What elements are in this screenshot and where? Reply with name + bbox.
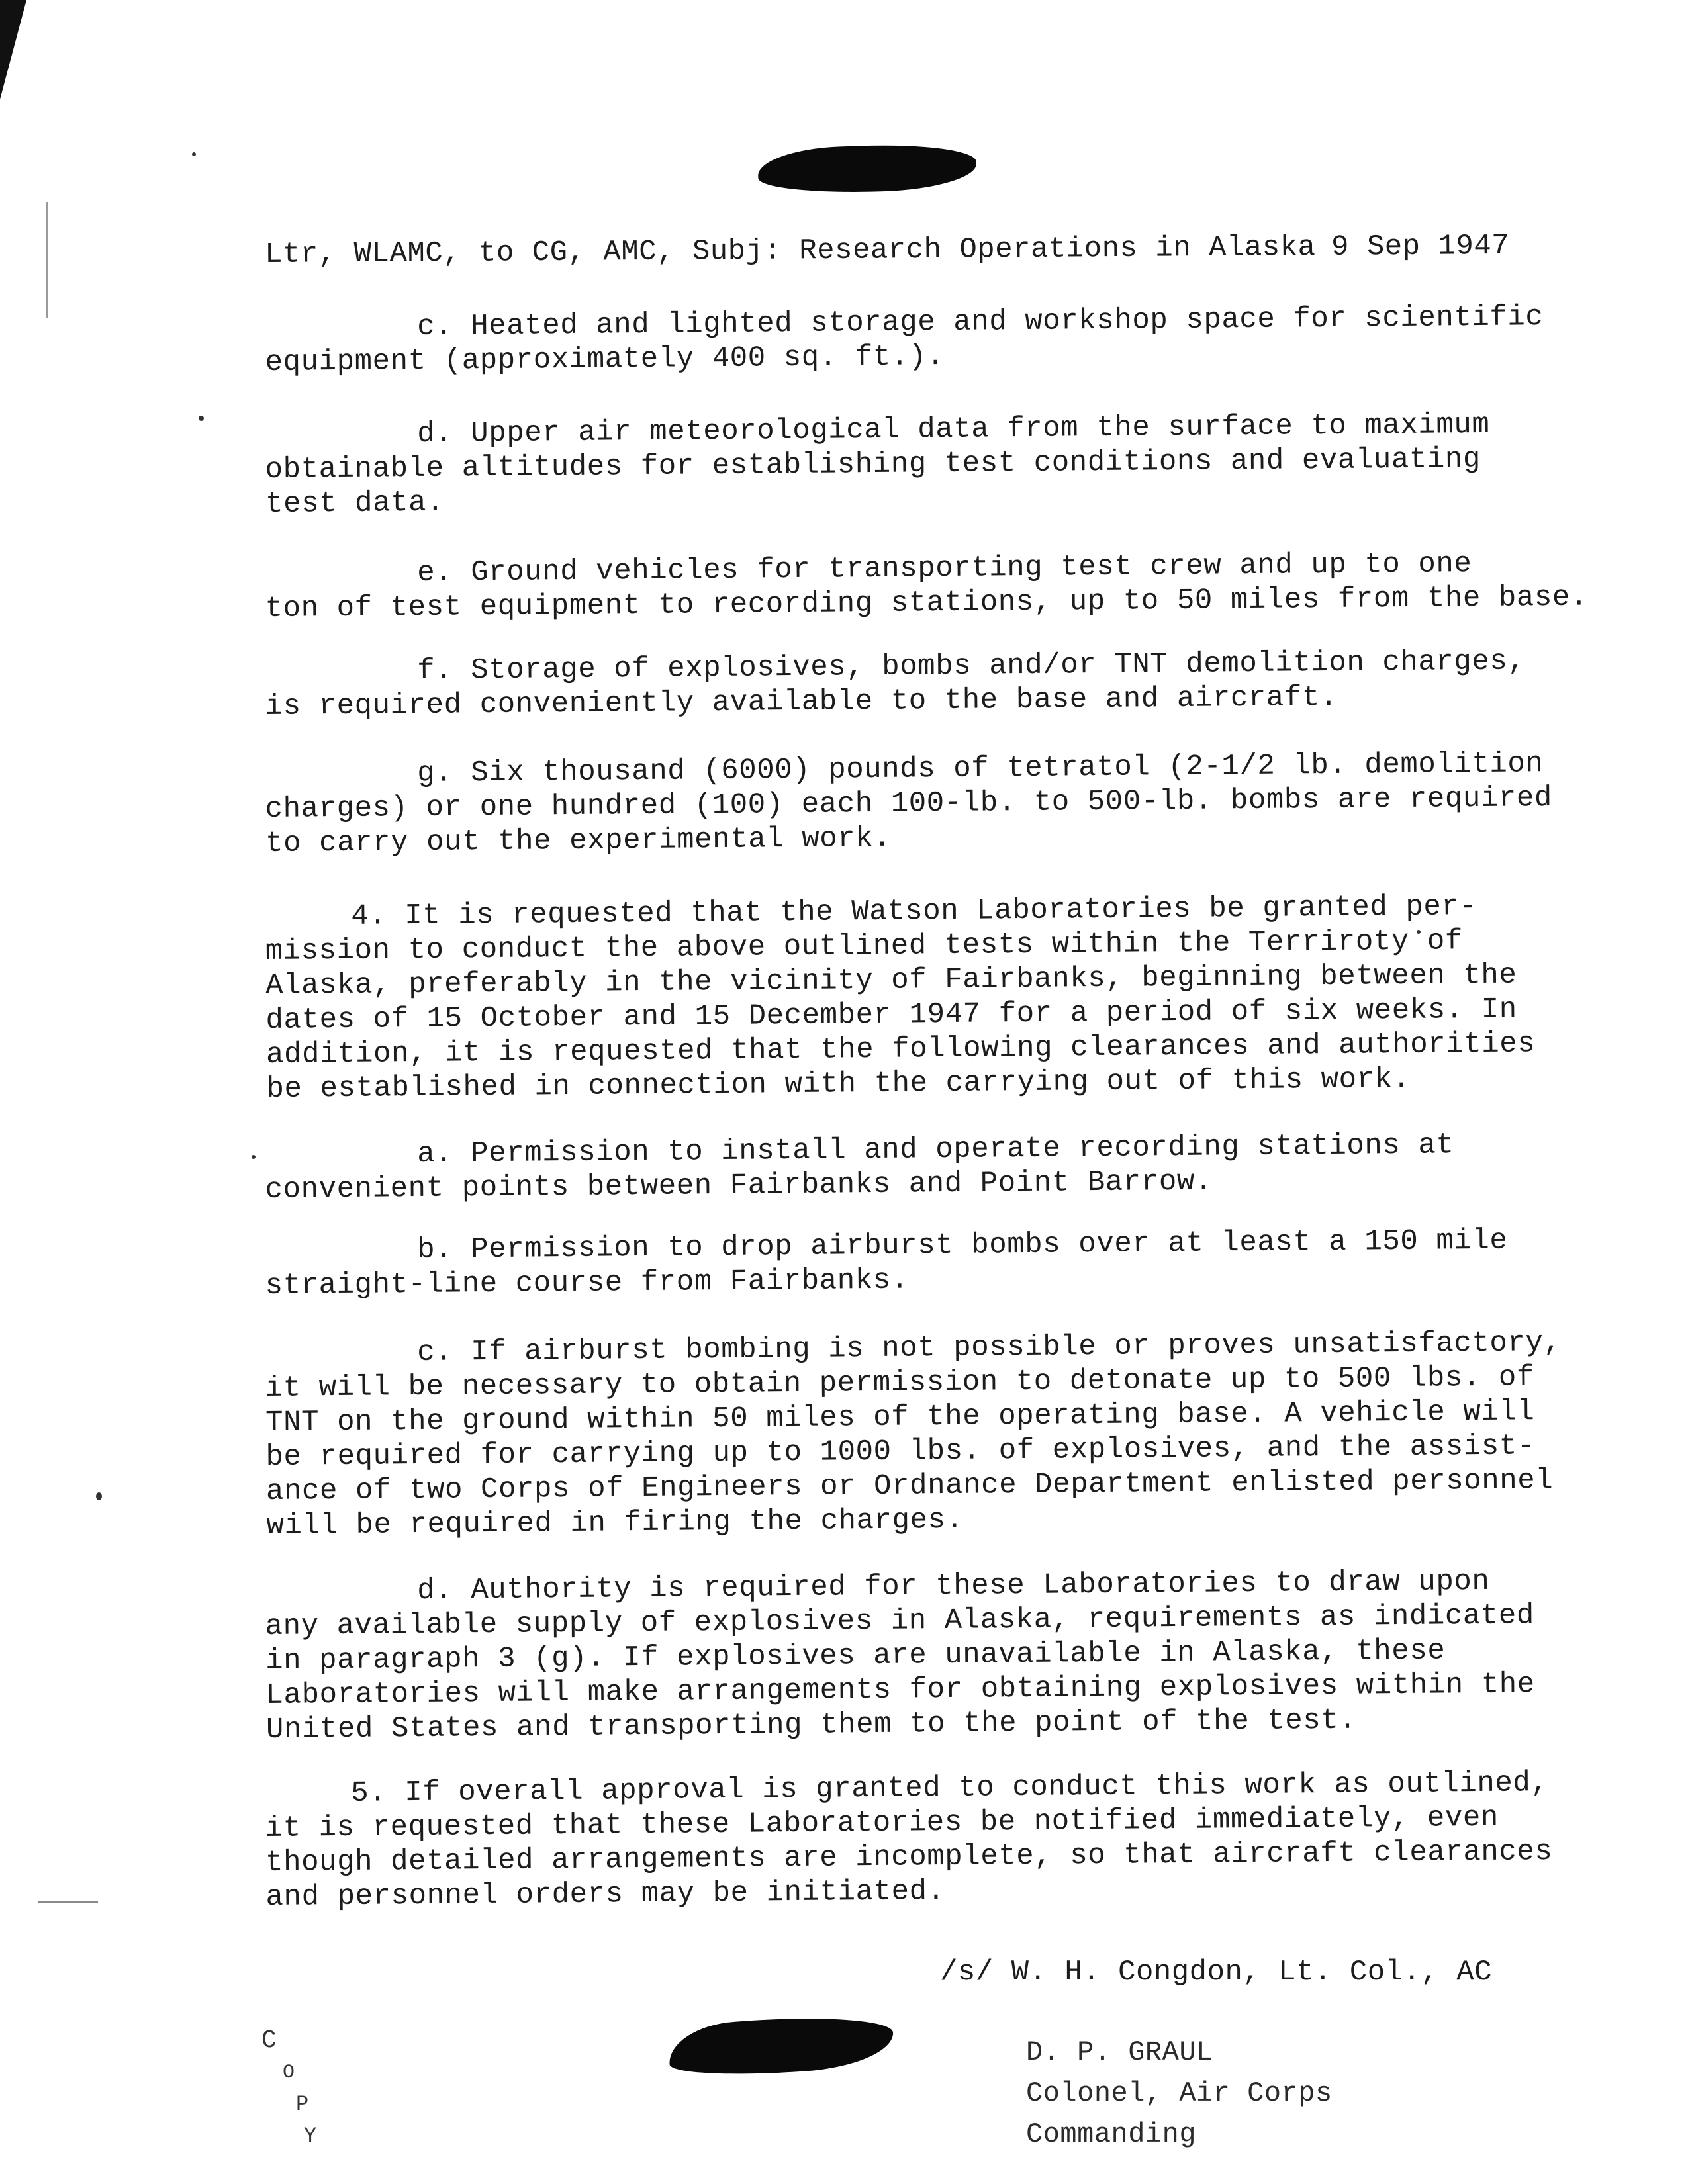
paragraph-line: equipment (approximately 400 sq. ft.).: [265, 340, 945, 379]
paragraph-3c: [265, 300, 1544, 380]
paragraph-4b: [265, 1224, 1510, 1303]
paragraph-line: a. Permission to install and operate recording stations at: [416, 1128, 1454, 1171]
paragraph-line: be established in connection with the carrying out of this work.: [266, 1062, 1411, 1106]
paragraph-line: in paragraph 3 (g). If explosives are unavailable in Alaska, these: [265, 1634, 1446, 1678]
paragraph-5: [265, 1766, 1553, 1915]
paragraph-line: ton of test equipment to recording stations, up to 50 miles from the base.: [265, 580, 1589, 625]
paragraph-line: be required for carrying up to 1000 lbs. of explosives, and the assist-: [265, 1430, 1536, 1474]
paragraph-line: is required conveniently available to the base and aircraft.: [265, 680, 1338, 723]
paragraph-line: United States and transporting them to the point of the test.: [265, 1704, 1357, 1747]
paragraph-line: addition, it is requested that the following clearances and authorities: [265, 1027, 1536, 1071]
paragraph-line: mission to conduct the above outlined tests within the Terriroty of: [265, 925, 1464, 968]
paragraph-line: test data.: [265, 486, 445, 521]
redaction-mark: [667, 2011, 896, 2081]
scan-speck: [199, 416, 204, 421]
scan-speck: [252, 1155, 256, 1159]
copy-letter: O: [283, 2062, 295, 2084]
copy-stamp: [261, 2025, 316, 2152]
scan-corner-artifact: [0, 0, 26, 99]
paragraph-4a: [265, 1128, 1510, 1207]
paragraph-line: f. Storage of explosives, bombs and/or TNT demolition charges,: [416, 645, 1526, 688]
redaction-mark: [757, 142, 977, 195]
scan-edge-line: [38, 1901, 98, 1903]
header-subject: Ltr, WLAMC, to CG, AMC, Subj: Research Operations in Alaska: [265, 230, 1316, 271]
paragraph-line: e. Ground vehicles for transporting test crew and up to one: [416, 547, 1472, 590]
paragraph-line: will be required in firing the charges.: [266, 1503, 964, 1543]
paragraph-line: 4. It is requested that the Watson Laboratories be granted per-: [351, 890, 1477, 933]
scan-edge-line: [46, 202, 48, 318]
letter-header: [265, 230, 1516, 271]
paragraph-line: d. Authority is required for these Laboratories to draw upon: [416, 1565, 1490, 1608]
paragraph-line: c. If airburst bombing is not possible or proves unsatisfactory,: [416, 1326, 1562, 1369]
paragraph-4d: [265, 1565, 1536, 1747]
paragraph-line: d. Upper air meteorological data from the surface to maximum: [416, 408, 1490, 451]
copy-letter: Y: [304, 2124, 317, 2148]
paragraph-line: straight-line course from Fairbanks.: [265, 1263, 910, 1302]
signatory-title: Commanding: [1026, 2118, 1197, 2150]
copy-letter: P: [296, 2092, 309, 2116]
paragraph-line: it will be necessary to obtain permission to detonate up to 500 lbs. of: [265, 1361, 1535, 1405]
paragraph-4c: [265, 1326, 1562, 1543]
paragraph-line: 5. If overall approval is granted to conduct this work as outlined,: [351, 1766, 1549, 1810]
paragraph-3f: [265, 645, 1526, 724]
paragraph-line: Laboratories will make arrangements for obtaining explosives within the: [265, 1668, 1536, 1712]
copy-letter: C: [261, 2026, 277, 2055]
paragraph-line: Alaska, preferably in the vicinity of Fairbanks, beginning between the: [265, 958, 1517, 1003]
paragraph-line: charges) or one hundred (100) each 100-lb. to 500-lb. bombs are required: [265, 782, 1553, 826]
paragraph-3g: [265, 747, 1553, 861]
paragraph-line: to carry out the experimental work.: [265, 821, 892, 860]
paragraph-line: TNT on the ground within 50 miles of the operating base. A vehicle will: [265, 1395, 1535, 1439]
paragraph-line: convenient points between Fairbanks and Point Barrow.: [265, 1165, 1213, 1206]
paragraph-4: [265, 889, 1536, 1107]
scan-speck: [96, 1492, 102, 1500]
paragraph-line: g. Six thousand (6000) pounds of tetratol (2-1/2 lb. demolition: [416, 747, 1544, 790]
paragraph-line: and personnel orders may be initiated.: [265, 1875, 945, 1914]
paragraph-line: ance of two Corps of Engineers or Ordnance Department enlisted personnel: [265, 1464, 1554, 1508]
paragraph-line: any available supply of explosives in Alaska, requirements as indicated: [265, 1599, 1535, 1643]
paragraph-line: though detailed arrangements are incomplete, so that aircraft clearances: [265, 1835, 1553, 1880]
signature-line: /s/ W. H. Congdon, Lt. Col., AC: [940, 1956, 1493, 1989]
paragraph-3d: [265, 408, 1510, 522]
paragraph-line: dates of 15 October and 15 December 1947 for a period of six weeks. In: [265, 993, 1518, 1037]
paragraph-line: b. Permission to drop airburst bombs over at least a 150 mile: [416, 1224, 1508, 1267]
signature-block: [1026, 2032, 1333, 2155]
signatory-name: D. P. GRAUL: [1026, 2036, 1213, 2068]
paragraph-line: obtainable altitudes for establishing test conditions and evaluating: [265, 442, 1481, 486]
paragraph-line: it is requested that these Laboratories be notified immediately, even: [265, 1801, 1499, 1845]
header-date: 9 Sep 1947: [1331, 229, 1510, 264]
signatory-rank: Colonel, Air Corps: [1026, 2077, 1333, 2109]
paragraph-line: c. Heated and lighted storage and workshop space for scientific: [416, 300, 1544, 343]
paragraph-3e: [265, 547, 1589, 626]
scan-speck: [192, 152, 196, 156]
